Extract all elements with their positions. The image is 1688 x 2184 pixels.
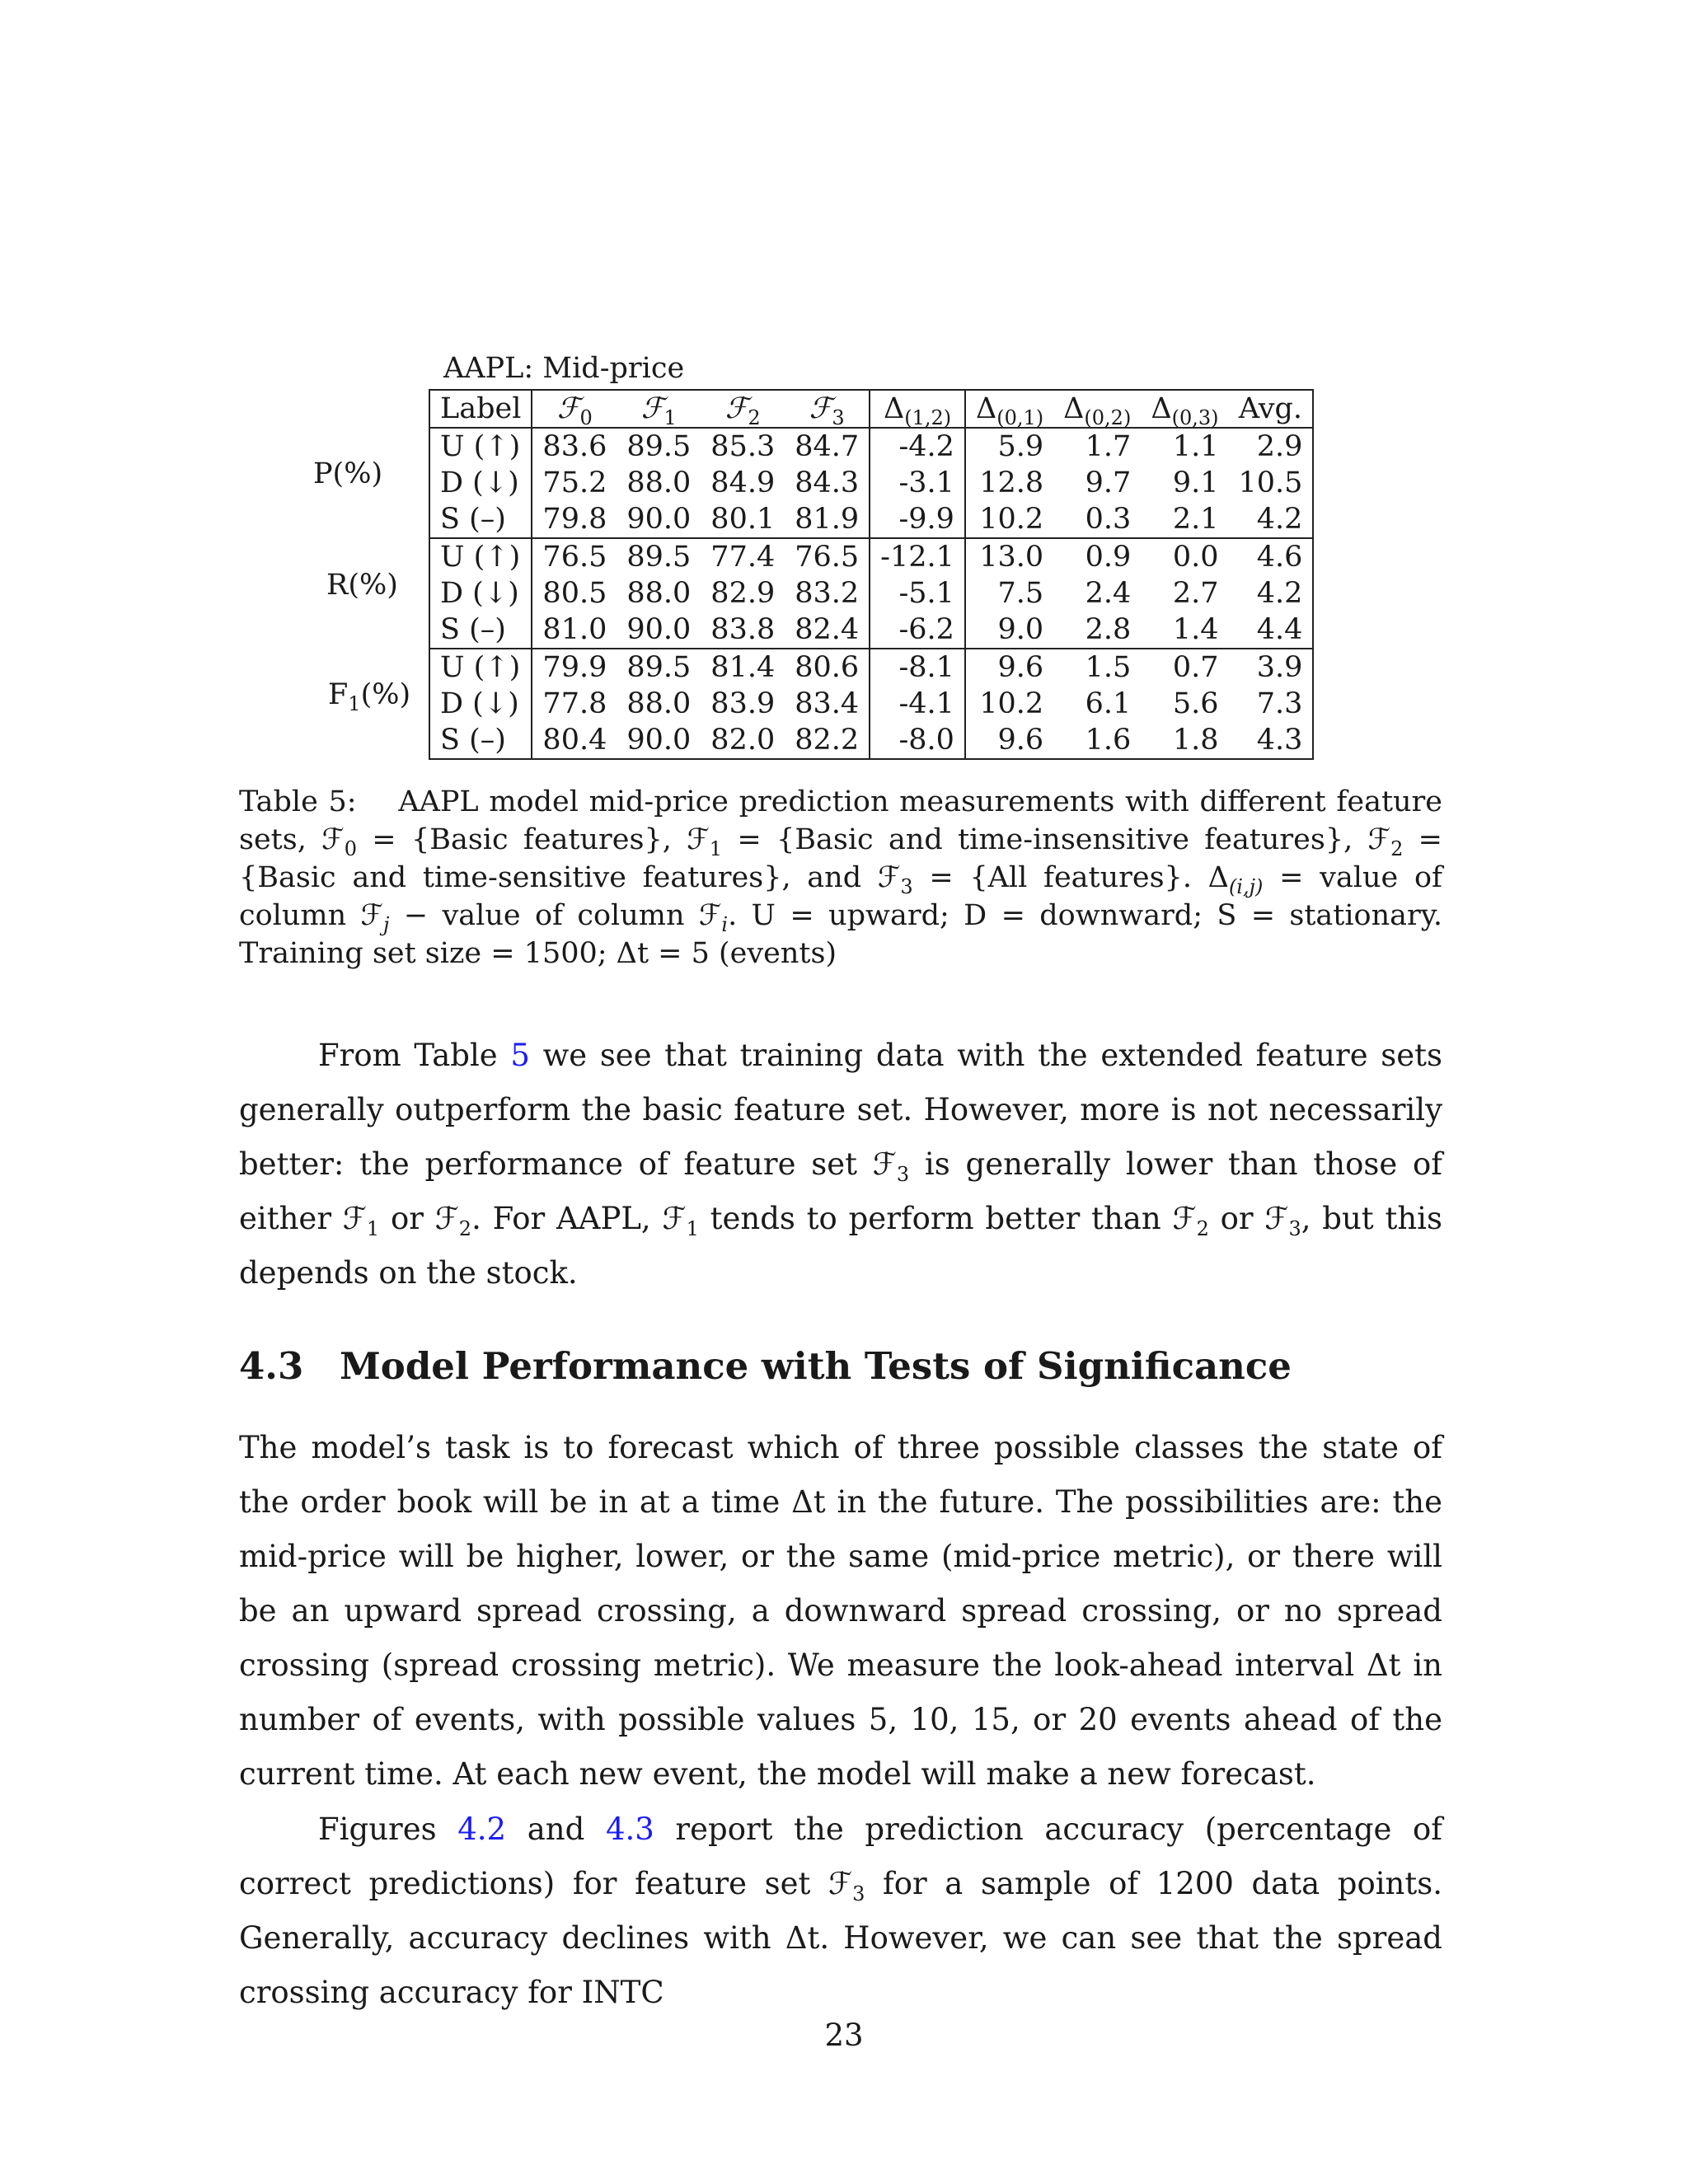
cell-label: S (–) bbox=[429, 612, 532, 649]
cell-d03: 2.1 bbox=[1172, 503, 1219, 536]
cell-f0: 79.9 bbox=[532, 649, 617, 686]
cell-label: U (↑) bbox=[429, 538, 532, 575]
cell-d01: 9.6 bbox=[965, 649, 1053, 686]
cell-f0: 77.8 bbox=[542, 687, 607, 720]
cell-d02: 2.8 bbox=[1085, 613, 1132, 646]
table-row bbox=[429, 612, 1313, 649]
table-row bbox=[429, 538, 1313, 575]
table-row bbox=[429, 501, 1313, 538]
cell-f3: 83.2 bbox=[785, 575, 870, 612]
cell-d03: 1.8 bbox=[1172, 724, 1219, 757]
header-delta-02: $\Delta_{(0,2)}$ bbox=[1063, 392, 1132, 429]
header-delta-01: $\Delta_{(0,1)}$ bbox=[975, 392, 1044, 429]
cell-d02: 1.7 bbox=[1053, 428, 1141, 465]
cell-f2: 84.9 bbox=[710, 466, 776, 499]
cell-f2: 82.0 bbox=[710, 724, 776, 757]
table-row bbox=[429, 428, 1313, 465]
section-number: 4.3 bbox=[239, 1344, 304, 1388]
cell-d01: 13.0 bbox=[965, 538, 1053, 575]
cell-f0: 83.6 bbox=[532, 428, 617, 465]
group-label-precision: P(%) bbox=[313, 457, 383, 490]
cell-d02: 1.5 bbox=[1053, 649, 1141, 686]
cell-label: U (↑) bbox=[429, 428, 532, 465]
header-f1: ℱ$_1$ bbox=[640, 392, 677, 429]
figure-ref-link-1[interactable]: 4.2 bbox=[457, 1811, 507, 1847]
cell-f0: 81.0 bbox=[542, 613, 607, 646]
cell-avg: 3.9 bbox=[1229, 649, 1314, 686]
cell-f1: 90.0 bbox=[626, 724, 692, 757]
cell-d12: -8.1 bbox=[870, 649, 965, 686]
header-delta-12: $\Delta_{(1,2)}$ bbox=[870, 390, 965, 428]
table-title: AAPL: Mid-price bbox=[443, 352, 685, 385]
cell-label: D (↓) bbox=[429, 575, 532, 612]
cell-f2: 77.4 bbox=[701, 538, 785, 575]
cell-d12: -5.1 bbox=[870, 575, 965, 612]
section-title: Model Performance with Tests of Significance bbox=[340, 1344, 1292, 1388]
cell-d01: 9.6 bbox=[997, 724, 1044, 757]
cell-d03: 5.6 bbox=[1172, 687, 1219, 720]
caption-label: Table 5: bbox=[239, 785, 357, 818]
cell-avg: 4.3 bbox=[1256, 724, 1303, 757]
page-number: 23 bbox=[824, 2018, 864, 2053]
cell-f0: 76.5 bbox=[532, 538, 617, 575]
cell-f2: 83.9 bbox=[710, 687, 776, 720]
cell-avg: 10.5 bbox=[1238, 466, 1303, 499]
cell-f3: 84.3 bbox=[785, 465, 870, 501]
header-delta-03: $\Delta_{(0,3)}$ bbox=[1151, 392, 1219, 429]
cell-f3: 82.4 bbox=[785, 612, 870, 649]
cell-d02: 0.9 bbox=[1053, 538, 1141, 575]
table-caption: Table 5: AAPL model mid-price prediction measurements with different feature sets, ℱ$_0$ = {Basic features}, ℱ$_1$ = {Basic and time-insensitive features}, ℱ$_2$ = {Basic and time-sensitive features}, and ℱ$_3$ = {All features}. $\Delta_{(i,j)}$ = value of column ℱ$_j$ − value of column ℱ$_i$. U = upward; D = downward; S = stationary. Training set size = 1500; Δt = 5 (events) bbox=[239, 785, 1443, 970]
cell-d12: -9.9 bbox=[870, 501, 965, 538]
cell-f3: 80.6 bbox=[785, 649, 870, 686]
results-table bbox=[429, 389, 1314, 760]
table-row bbox=[429, 686, 1313, 722]
cell-d12: -4.1 bbox=[870, 686, 965, 722]
cell-d03: 2.7 bbox=[1172, 577, 1219, 610]
paragraph-figures: Figures 4.2 and 4.3 report the prediction accuracy (percentage of correct predictions) for feature set ℱ$_3$ for a sample of 1200 data points. Generally, accuracy declines with Δt. However, we can see that the spread crossing accuracy for INTC bbox=[239, 1811, 1442, 2010]
cell-d01: 10.2 bbox=[979, 503, 1044, 536]
cell-f1: 88.0 bbox=[626, 466, 692, 499]
cell-f3: 84.7 bbox=[785, 428, 870, 465]
cell-d12: -3.1 bbox=[870, 465, 965, 501]
cell-f0: 80.5 bbox=[542, 577, 607, 610]
header-f0: ℱ$_0$ bbox=[556, 392, 593, 429]
cell-f2: 85.3 bbox=[701, 428, 785, 465]
cell-label: S (–) bbox=[429, 722, 532, 759]
cell-d12: -6.2 bbox=[870, 612, 965, 649]
table-body bbox=[429, 428, 1313, 759]
cell-f1: 89.5 bbox=[617, 649, 701, 686]
cell-f1: 89.5 bbox=[617, 538, 701, 575]
table-row bbox=[429, 722, 1313, 759]
table-header-row bbox=[429, 390, 1313, 428]
cell-d01: 9.0 bbox=[997, 613, 1044, 646]
paragraph-feature-sets: From Table 5 we see that training data with the extended feature sets generally outperform the basic feature set. However, more is not necessarily better: the performance of feature set ℱ$_3$ is generally lower than those of either ℱ$_1$ or ℱ$_2$. For AAPL, ℱ$_1$ tends to perform better than ℱ$_2$ or ℱ$_3$, but this depends on the stock. bbox=[239, 1038, 1442, 1291]
table-row bbox=[429, 465, 1313, 501]
cell-d02: 1.6 bbox=[1085, 724, 1132, 757]
paragraph-model-task: The model’s task is to forecast which of three possible classes the state of the order book will be in at a time Δt in the future. The possibilities are: the mid-price will be higher, lower, or the same (mid-price metric), or there will be an upward spread crossing, a downward spread crossing, or no spread crossing (spread crossing metric). We measure the look-ahead interval Δt in number of events, with possible values 5, 10, 15, or 20 events ahead of the current time. At each new event, the model will make a new forecast. bbox=[239, 1430, 1442, 1792]
cell-avg: 2.9 bbox=[1229, 428, 1314, 465]
table-row bbox=[429, 649, 1313, 686]
section-heading bbox=[239, 1342, 1292, 1391]
figure-ref-link-2[interactable]: 4.3 bbox=[605, 1811, 654, 1847]
cell-d01: 5.9 bbox=[965, 428, 1053, 465]
cell-f3: 83.4 bbox=[785, 686, 870, 722]
cell-d12: -4.2 bbox=[870, 428, 965, 465]
cell-avg: 4.6 bbox=[1229, 538, 1314, 575]
cell-d03: 9.1 bbox=[1172, 466, 1219, 499]
cell-d02: 9.7 bbox=[1085, 466, 1132, 499]
cell-f2: 80.1 bbox=[710, 503, 776, 536]
cell-d01: 12.8 bbox=[979, 466, 1044, 499]
cell-f1: 88.0 bbox=[626, 687, 692, 720]
cell-f0: 80.4 bbox=[542, 724, 607, 757]
cell-f1: 89.5 bbox=[617, 428, 701, 465]
cell-f3: 82.2 bbox=[785, 722, 870, 759]
cell-d02: 2.4 bbox=[1085, 577, 1132, 610]
cell-d01: 7.5 bbox=[997, 577, 1044, 610]
table-ref-link[interactable]: 5 bbox=[510, 1038, 530, 1073]
cell-label: D (↓) bbox=[429, 465, 532, 501]
cell-f1: 90.0 bbox=[626, 613, 692, 646]
cell-f1: 90.0 bbox=[626, 503, 692, 536]
cell-f0: 79.8 bbox=[542, 503, 607, 536]
cell-f2: 83.8 bbox=[710, 613, 776, 646]
header-avg: Avg. bbox=[1238, 392, 1303, 425]
cell-f3: 76.5 bbox=[785, 538, 870, 575]
cell-d03: 1.1 bbox=[1141, 428, 1228, 465]
cell-f3: 81.9 bbox=[785, 501, 870, 538]
cell-label: D (↓) bbox=[429, 686, 532, 722]
cell-d02: 0.3 bbox=[1085, 503, 1132, 536]
header-f3: ℱ$_3$ bbox=[785, 390, 870, 428]
cell-d03: 1.4 bbox=[1172, 613, 1219, 646]
cell-f2: 82.9 bbox=[710, 577, 776, 610]
cell-f1: 88.0 bbox=[626, 577, 692, 610]
cell-avg: 7.3 bbox=[1256, 687, 1303, 720]
cell-d03: 0.0 bbox=[1141, 538, 1228, 575]
cell-label: U (↑) bbox=[429, 649, 532, 686]
cell-f2: 81.4 bbox=[701, 649, 785, 686]
header-f2: ℱ$_2$ bbox=[724, 392, 761, 429]
group-label-recall: R(%) bbox=[326, 569, 398, 602]
cell-d03: 0.7 bbox=[1141, 649, 1228, 686]
cell-d12: -12.1 bbox=[870, 538, 965, 575]
header-label: Label bbox=[429, 390, 532, 428]
table-row bbox=[429, 575, 1313, 612]
group-label-f1: $F_1(\%)$ bbox=[328, 678, 411, 715]
cell-d02: 6.1 bbox=[1085, 687, 1132, 720]
cell-label: S (–) bbox=[429, 501, 532, 538]
cell-f0: 75.2 bbox=[542, 466, 607, 499]
cell-avg: 4.2 bbox=[1256, 503, 1303, 536]
cell-d12: -8.0 bbox=[870, 722, 965, 759]
cell-avg: 4.2 bbox=[1256, 577, 1303, 610]
cell-d01: 10.2 bbox=[979, 687, 1044, 720]
cell-avg: 4.4 bbox=[1256, 613, 1303, 646]
